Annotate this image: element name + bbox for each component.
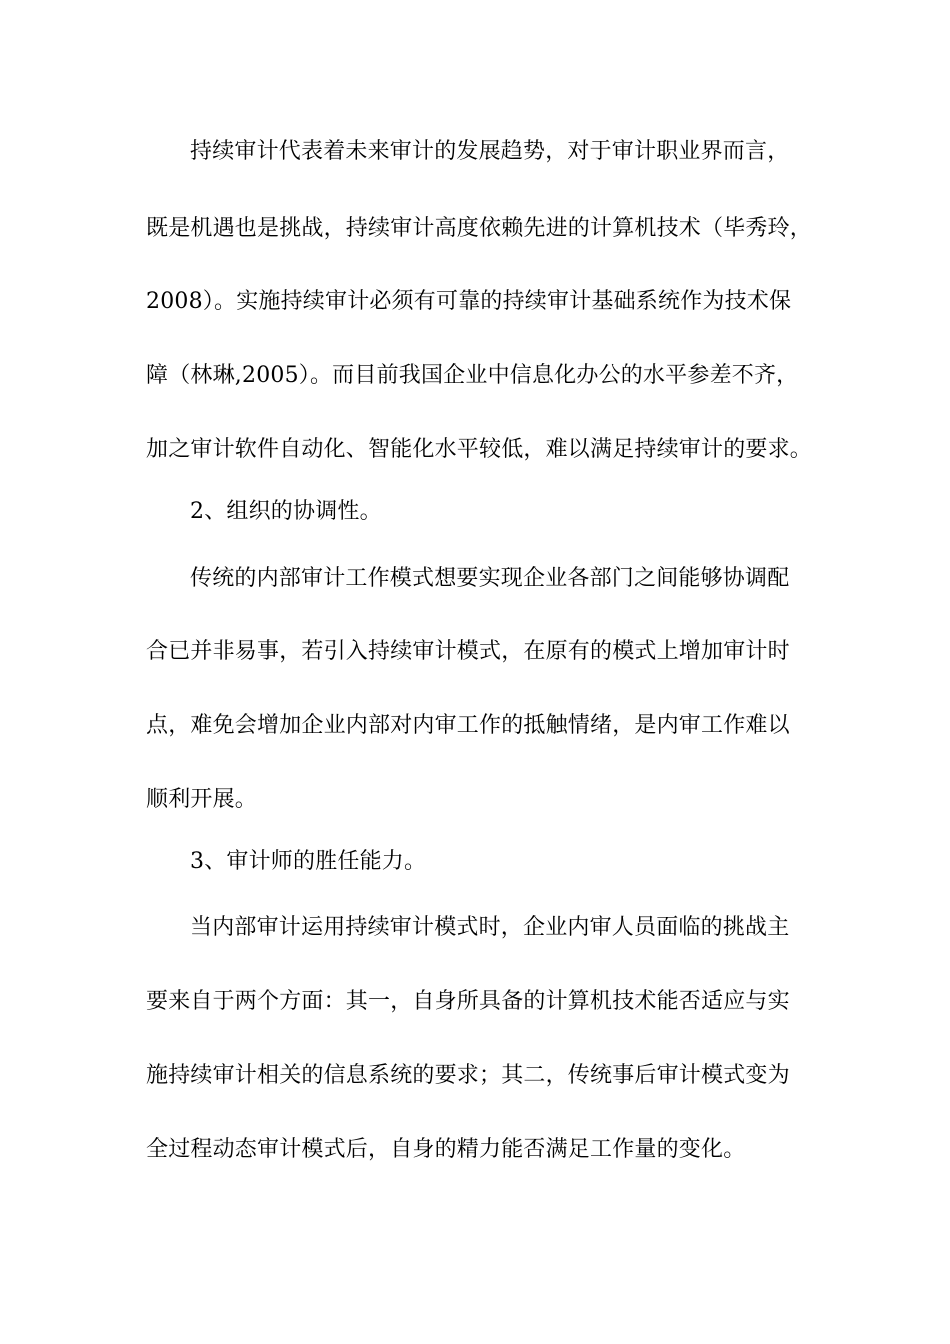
section-heading-2: 2、组织的协调性。 xyxy=(190,499,382,524)
paragraph-1-line-1: 持续审计代表着未来审计的发展趋势，对于审计职业界而言， xyxy=(190,139,790,164)
paragraph-1-line-3: 2008）。实施持续审计必须有可靠的持续审计基础系统作为技术保 xyxy=(146,289,792,314)
paragraph-3-line-2: 要来自于两个方面：其一，自身所具备的计算机技术能否适应与实 xyxy=(146,989,790,1014)
paragraph-1-line-2: 既是机遇也是挑战，持续审计高度依赖先进的计算机技术（毕秀玲， xyxy=(146,216,813,241)
paragraph-3-line-3: 施持续审计相关的信息系统的要求；其二，传统事后审计模式变为 xyxy=(146,1063,790,1088)
paragraph-1-line-4: 障（林琳,2005）。而目前我国企业中信息化办公的水平参差不齐， xyxy=(146,363,799,388)
paragraph-2-line-3: 点，难免会增加企业内部对内审工作的抵触情绪，是内审工作难以 xyxy=(146,713,790,738)
paragraph-3-line-4: 全过程动态审计模式后，自身的精力能否满足工作量的变化。 xyxy=(146,1137,746,1162)
paragraph-2-line-1: 传统的内部审计工作模式想要实现企业各部门之间能够协调配 xyxy=(190,566,790,591)
paragraph-1-line-5: 加之审计软件自动化、智能化水平较低，难以满足持续审计的要求。 xyxy=(146,437,813,462)
section-heading-3: 3、审计师的胜任能力。 xyxy=(190,849,427,874)
paragraph-3-line-1: 当内部审计运用持续审计模式时，企业内审人员面临的挑战主 xyxy=(190,915,790,940)
paragraph-2-line-2: 合已并非易事，若引入持续审计模式，在原有的模式上增加审计时 xyxy=(146,639,790,664)
paragraph-2-line-4: 顺利开展。 xyxy=(146,787,258,812)
